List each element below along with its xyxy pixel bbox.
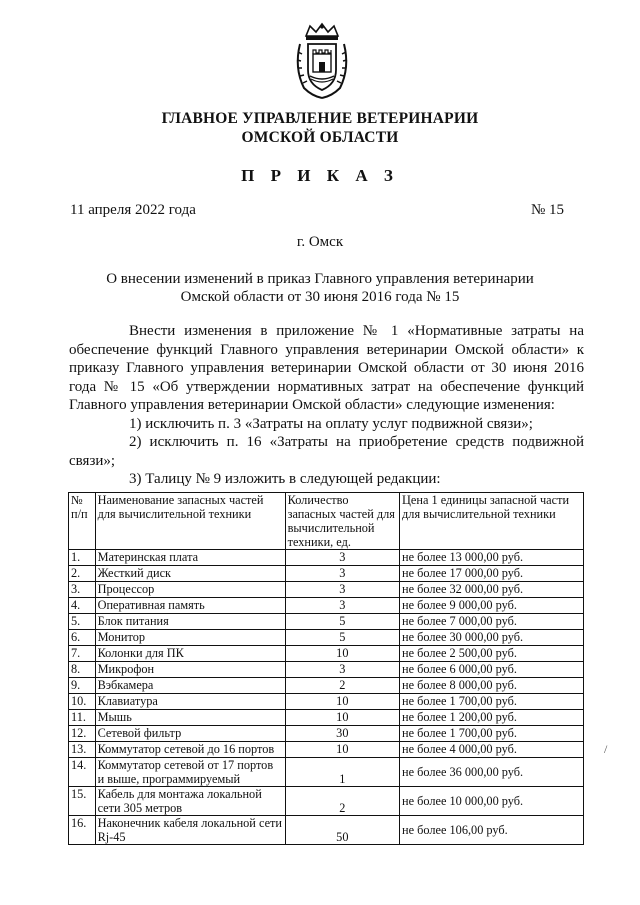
row-price: не более 17 000,00 руб. xyxy=(400,566,584,582)
spare-parts-table xyxy=(68,492,584,845)
row-name: Мышь xyxy=(95,710,285,726)
subject-line2: Омской области от 30 июня 2016 года № 15 xyxy=(180,289,460,305)
row-name: Микрофон xyxy=(95,662,285,678)
table-row xyxy=(69,662,584,678)
row-name: Материнская плата xyxy=(95,550,285,566)
row-name: Вэбкамера xyxy=(95,678,285,694)
table-row xyxy=(69,678,584,694)
row-price: не более 7 000,00 руб. xyxy=(400,614,584,630)
row-name: Наконечник кабеля локальной сети Rj-45 xyxy=(95,816,285,845)
row-name: Оперативная память xyxy=(95,598,285,614)
row-name: Процессор xyxy=(95,582,285,598)
document-subject xyxy=(90,270,550,306)
row-name: Монитор xyxy=(95,630,285,646)
row-qty: 10 xyxy=(285,694,399,710)
table-row xyxy=(69,582,584,598)
subject-line1: О внесении изменений в приказ Главного управления ветеринарии xyxy=(106,271,534,287)
table-row xyxy=(69,758,584,787)
row-price: не более 8 000,00 руб. xyxy=(400,678,584,694)
row-qty: 5 xyxy=(285,630,399,646)
row-name: Жесткий диск xyxy=(95,566,285,582)
row-number: 6. xyxy=(69,630,96,646)
row-qty: 3 xyxy=(285,550,399,566)
row-price: не более 10 000,00 руб. xyxy=(400,787,584,816)
row-number: 7. xyxy=(69,646,96,662)
row-number: 5. xyxy=(69,614,96,630)
row-number: 9. xyxy=(69,678,96,694)
row-name: Кабель для монтажа локальной сети 305 метров xyxy=(95,787,285,816)
table-row xyxy=(69,726,584,742)
header-qty: Количество запасных частей для вычислительной техники, ед. xyxy=(285,493,399,550)
document-number: № 15 xyxy=(530,202,564,218)
row-qty: 50 xyxy=(285,816,399,845)
row-name: Коммутатор сетевой до 16 портов xyxy=(95,742,285,758)
header-num: № п/п xyxy=(69,493,96,550)
row-qty: 10 xyxy=(285,710,399,726)
row-price: не более 106,00 руб. xyxy=(400,816,584,845)
table-row xyxy=(69,630,584,646)
row-number: 3. xyxy=(69,582,96,598)
row-price: не более 30 000,00 руб. xyxy=(400,630,584,646)
row-qty: 1 xyxy=(285,758,399,787)
row-price: не более 36 000,00 руб. xyxy=(400,758,584,787)
row-number: 2. xyxy=(69,566,96,582)
row-name: Колонки для ПК xyxy=(95,646,285,662)
table-row xyxy=(69,787,584,816)
table-row xyxy=(69,742,584,758)
document-date: 11 апреля 2022 года xyxy=(70,202,196,218)
row-qty: 3 xyxy=(285,566,399,582)
row-qty: 3 xyxy=(285,662,399,678)
row-qty: 10 xyxy=(285,742,399,758)
body-intro: Внести изменения в приложение № 1 «Нормативные затраты на обеспечение функций Главного управления ветеринарии Омской области» к приказу Главного управления ветеринарии Омской области от 30 июня 2016 года № 15 «Об утверждении нормативных затрат на обеспечение функций Главного управления ветеринарии Омской области» следующие изменения: xyxy=(69,323,584,413)
document-type-title: П Р И К А З xyxy=(241,166,399,185)
row-number: 12. xyxy=(69,726,96,742)
row-price: не более 1 700,00 руб. xyxy=(400,726,584,742)
table-row xyxy=(69,816,584,845)
row-number: 8. xyxy=(69,662,96,678)
header-name: Наименование запасных частей для вычислительной техники xyxy=(95,493,285,550)
row-price: не более 1 200,00 руб. xyxy=(400,710,584,726)
table-row xyxy=(69,550,584,566)
table-row xyxy=(69,694,584,710)
row-name: Клавиатура xyxy=(95,694,285,710)
org-name-line1: ГЛАВНОЕ УПРАВЛЕНИЕ ВЕТЕРИНАРИИ xyxy=(161,110,479,127)
row-qty: 2 xyxy=(285,787,399,816)
row-number: 11. xyxy=(69,710,96,726)
table-row xyxy=(69,614,584,630)
body-item-2: 2) исключить п. 16 «Затраты на приобретение средств подвижной связи»; xyxy=(69,434,584,469)
row-price: не более 1 700,00 руб. xyxy=(400,694,584,710)
table-row xyxy=(69,646,584,662)
row-price: не более 32 000,00 руб. xyxy=(400,582,584,598)
row-name: Коммутатор сетевой от 17 портов и выше, программируемый xyxy=(95,758,285,787)
table-row xyxy=(69,598,584,614)
row-name: Сетевой фильтр xyxy=(95,726,285,742)
body-item-3: 3) Талицу № 9 изложить в следующей редакции: xyxy=(129,471,441,487)
row-number: 4. xyxy=(69,598,96,614)
margin-mark: / xyxy=(604,742,608,756)
row-qty: 5 xyxy=(285,614,399,630)
row-price: не более 9 000,00 руб. xyxy=(400,598,584,614)
row-number: 10. xyxy=(69,694,96,710)
row-price: не более 13 000,00 руб. xyxy=(400,550,584,566)
table-row xyxy=(69,710,584,726)
row-price: не более 2 500,00 руб. xyxy=(400,646,584,662)
org-name-line2: ОМСКОЙ ОБЛАСТИ xyxy=(241,129,399,146)
row-qty: 10 xyxy=(285,646,399,662)
row-number: 16. xyxy=(69,816,96,845)
row-name: Блок питания xyxy=(95,614,285,630)
row-qty: 3 xyxy=(285,582,399,598)
row-qty: 2 xyxy=(285,678,399,694)
row-price: не более 6 000,00 руб. xyxy=(400,662,584,678)
row-qty: 30 xyxy=(285,726,399,742)
row-qty: 3 xyxy=(285,598,399,614)
document-body xyxy=(69,322,584,489)
row-number: 14. xyxy=(69,758,96,787)
table-header-row xyxy=(69,493,584,550)
row-price: не более 4 000,00 руб. xyxy=(400,742,584,758)
row-number: 13. xyxy=(69,742,96,758)
document-city: г. Омск xyxy=(296,234,344,250)
table-body xyxy=(69,550,584,845)
table-row xyxy=(69,566,584,582)
coat-of-arms-emblem xyxy=(292,22,352,100)
body-item-1: 1) исключить п. 3 «Затраты на оплату услуг подвижной связи»; xyxy=(129,415,533,432)
header-price: Цена 1 единицы запасной части для вычислительной техники xyxy=(400,493,584,550)
row-number: 15. xyxy=(69,787,96,816)
row-number: 1. xyxy=(69,550,96,566)
